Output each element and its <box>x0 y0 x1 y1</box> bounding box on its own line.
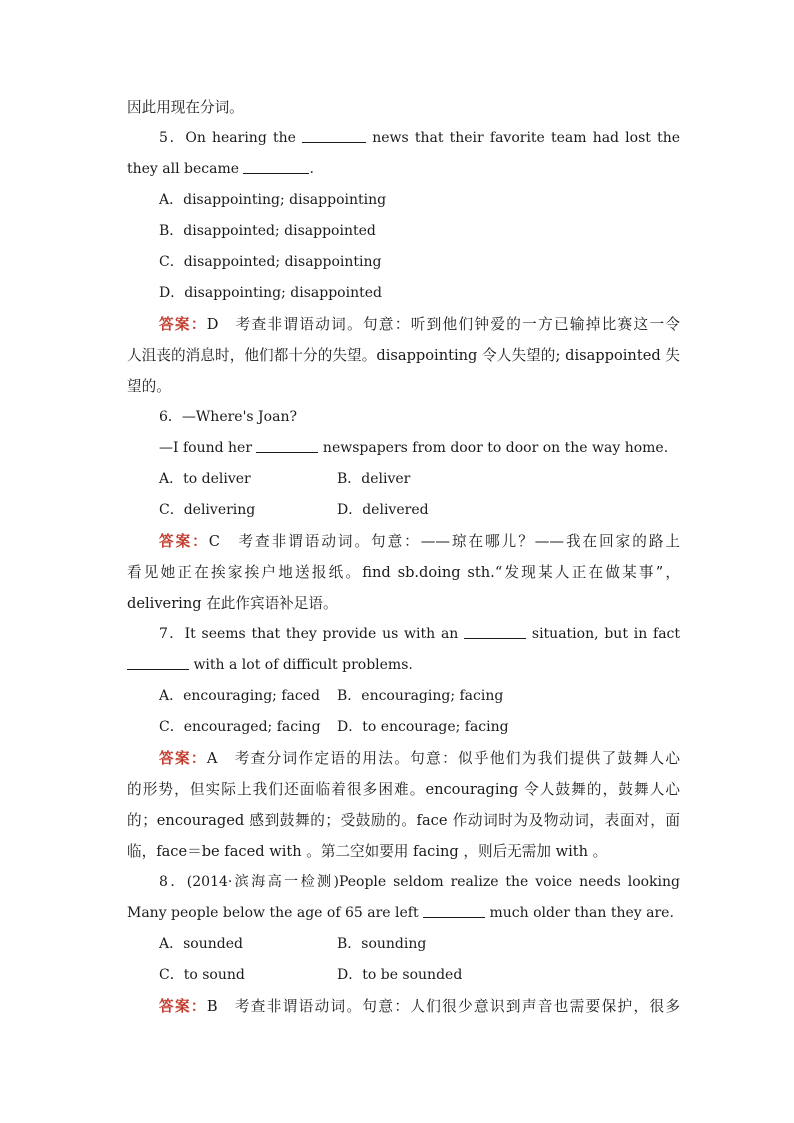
answer-label: 答案： <box>159 750 207 767</box>
q6-option-b: B．deliver <box>337 471 411 487</box>
q6-answer-line1: 答案：C 考查非谓语动词。句意：——琼在哪儿？——我在回家的路上 <box>159 533 680 550</box>
q8-option-b: B．sounding <box>337 936 427 952</box>
q7-option-c: C．encouraged; facing <box>159 719 321 735</box>
q5-stem-line1: 5．On hearing the news that their favorite team had lost the <box>159 130 680 146</box>
q7-blank-2 <box>127 655 189 670</box>
q5-option-b: B．disappointed; disappointed <box>159 223 376 239</box>
answer-label: 答案： <box>159 998 207 1015</box>
q5-answer-line3: 望的。 <box>127 378 171 395</box>
q5-answer-line2: 人沮丧的消息时，他们都十分的失望。disappointing 令人失望的; disappointed 失 <box>127 347 680 364</box>
q8-answer-line1: 答案：B 考查非谓语动词。句意：人们很少意识到声音也需要保护，很多 <box>159 998 680 1015</box>
q6-option-c: C．delivering <box>159 502 256 518</box>
document-page <box>127 92 680 1022</box>
q5-blank-1 <box>302 128 366 143</box>
q5-answer-line1: 答案：D 考查非谓语动词。句意：听到他们钟爱的一方已输掉比赛这一令 <box>159 316 680 333</box>
q7-answer-line3: 的；encouraged 感到鼓舞的；受鼓励的。face 作动词时为及物动词，表面对，面 <box>127 812 680 829</box>
q8-option-c: C．to sound <box>159 967 245 983</box>
q5-option-d: D．disappointing; disappointed <box>159 285 382 301</box>
q8-stem-line2: Many people below the age of 65 are left much older than they are. <box>127 905 674 921</box>
q8-option-d: D．to be sounded <box>337 967 463 983</box>
q7-stem-line1: 7．It seems that they provide us with an situation, but in fact <box>159 626 680 642</box>
q5-blank-2 <box>243 159 309 174</box>
q6-options-row2 <box>127 495 680 526</box>
q8-stem-line1: 8．(2014·滨海高一检测)People seldom realize the voice needs looking <box>159 874 680 890</box>
answer-label: 答案： <box>159 533 209 550</box>
q7-options-row2 <box>127 712 680 743</box>
q6-options-row1 <box>127 464 680 495</box>
previous-explanation-tail: 因此用现在分词。 <box>127 99 244 116</box>
q5-option-c: C．disappointed; disappointing <box>159 254 382 270</box>
q7-answer-line1: 答案：A 考查分词作定语的用法。句意：似乎他们为我们提供了鼓舞人心 <box>159 750 680 767</box>
q8-options-row2 <box>127 960 680 991</box>
q8-option-a: A．sounded <box>159 936 243 952</box>
q6-blank <box>256 438 318 453</box>
q5-option-a: A．disappointing; disappointing <box>159 192 387 208</box>
answer-label: 答案： <box>159 316 207 333</box>
q7-blank-1 <box>464 624 526 639</box>
q7-option-b: B．encouraging; facing <box>337 688 504 704</box>
q6-option-d: D．delivered <box>337 502 429 518</box>
q7-option-a: A．encouraging; faced <box>159 688 320 704</box>
q8-options-row1 <box>127 929 680 960</box>
q8-blank <box>423 903 485 918</box>
q5-stem-line2: they all became . <box>127 161 314 177</box>
q7-stem-line2: with a lot of difficult problems. <box>127 650 680 681</box>
q6-option-a: A．to deliver <box>159 471 251 487</box>
q6-answer-line2: 看见她正在挨家挨户地送报纸。find sb.doing sth.“发现某人正在做某事”， <box>127 564 680 581</box>
q7-option-d: D．to encourage; facing <box>337 719 509 735</box>
q7-options-row1 <box>127 681 680 712</box>
q6-stem-line2: —I found her newspapers from door to door on the way home. <box>159 440 669 456</box>
q7-answer-line2: 的形势，但实际上我们还面临着很多困难。encouraging 令人鼓舞的，鼓舞人心 <box>127 781 680 798</box>
q7-answer-line4: 临，face＝be faced with 。第二空如要用 facing ，则后无需加 with 。 <box>127 843 608 860</box>
q6-stem-line1: 6．—Where's Joan? <box>159 409 297 425</box>
q6-answer-line3: delivering 在此作宾语补足语。 <box>127 595 338 612</box>
